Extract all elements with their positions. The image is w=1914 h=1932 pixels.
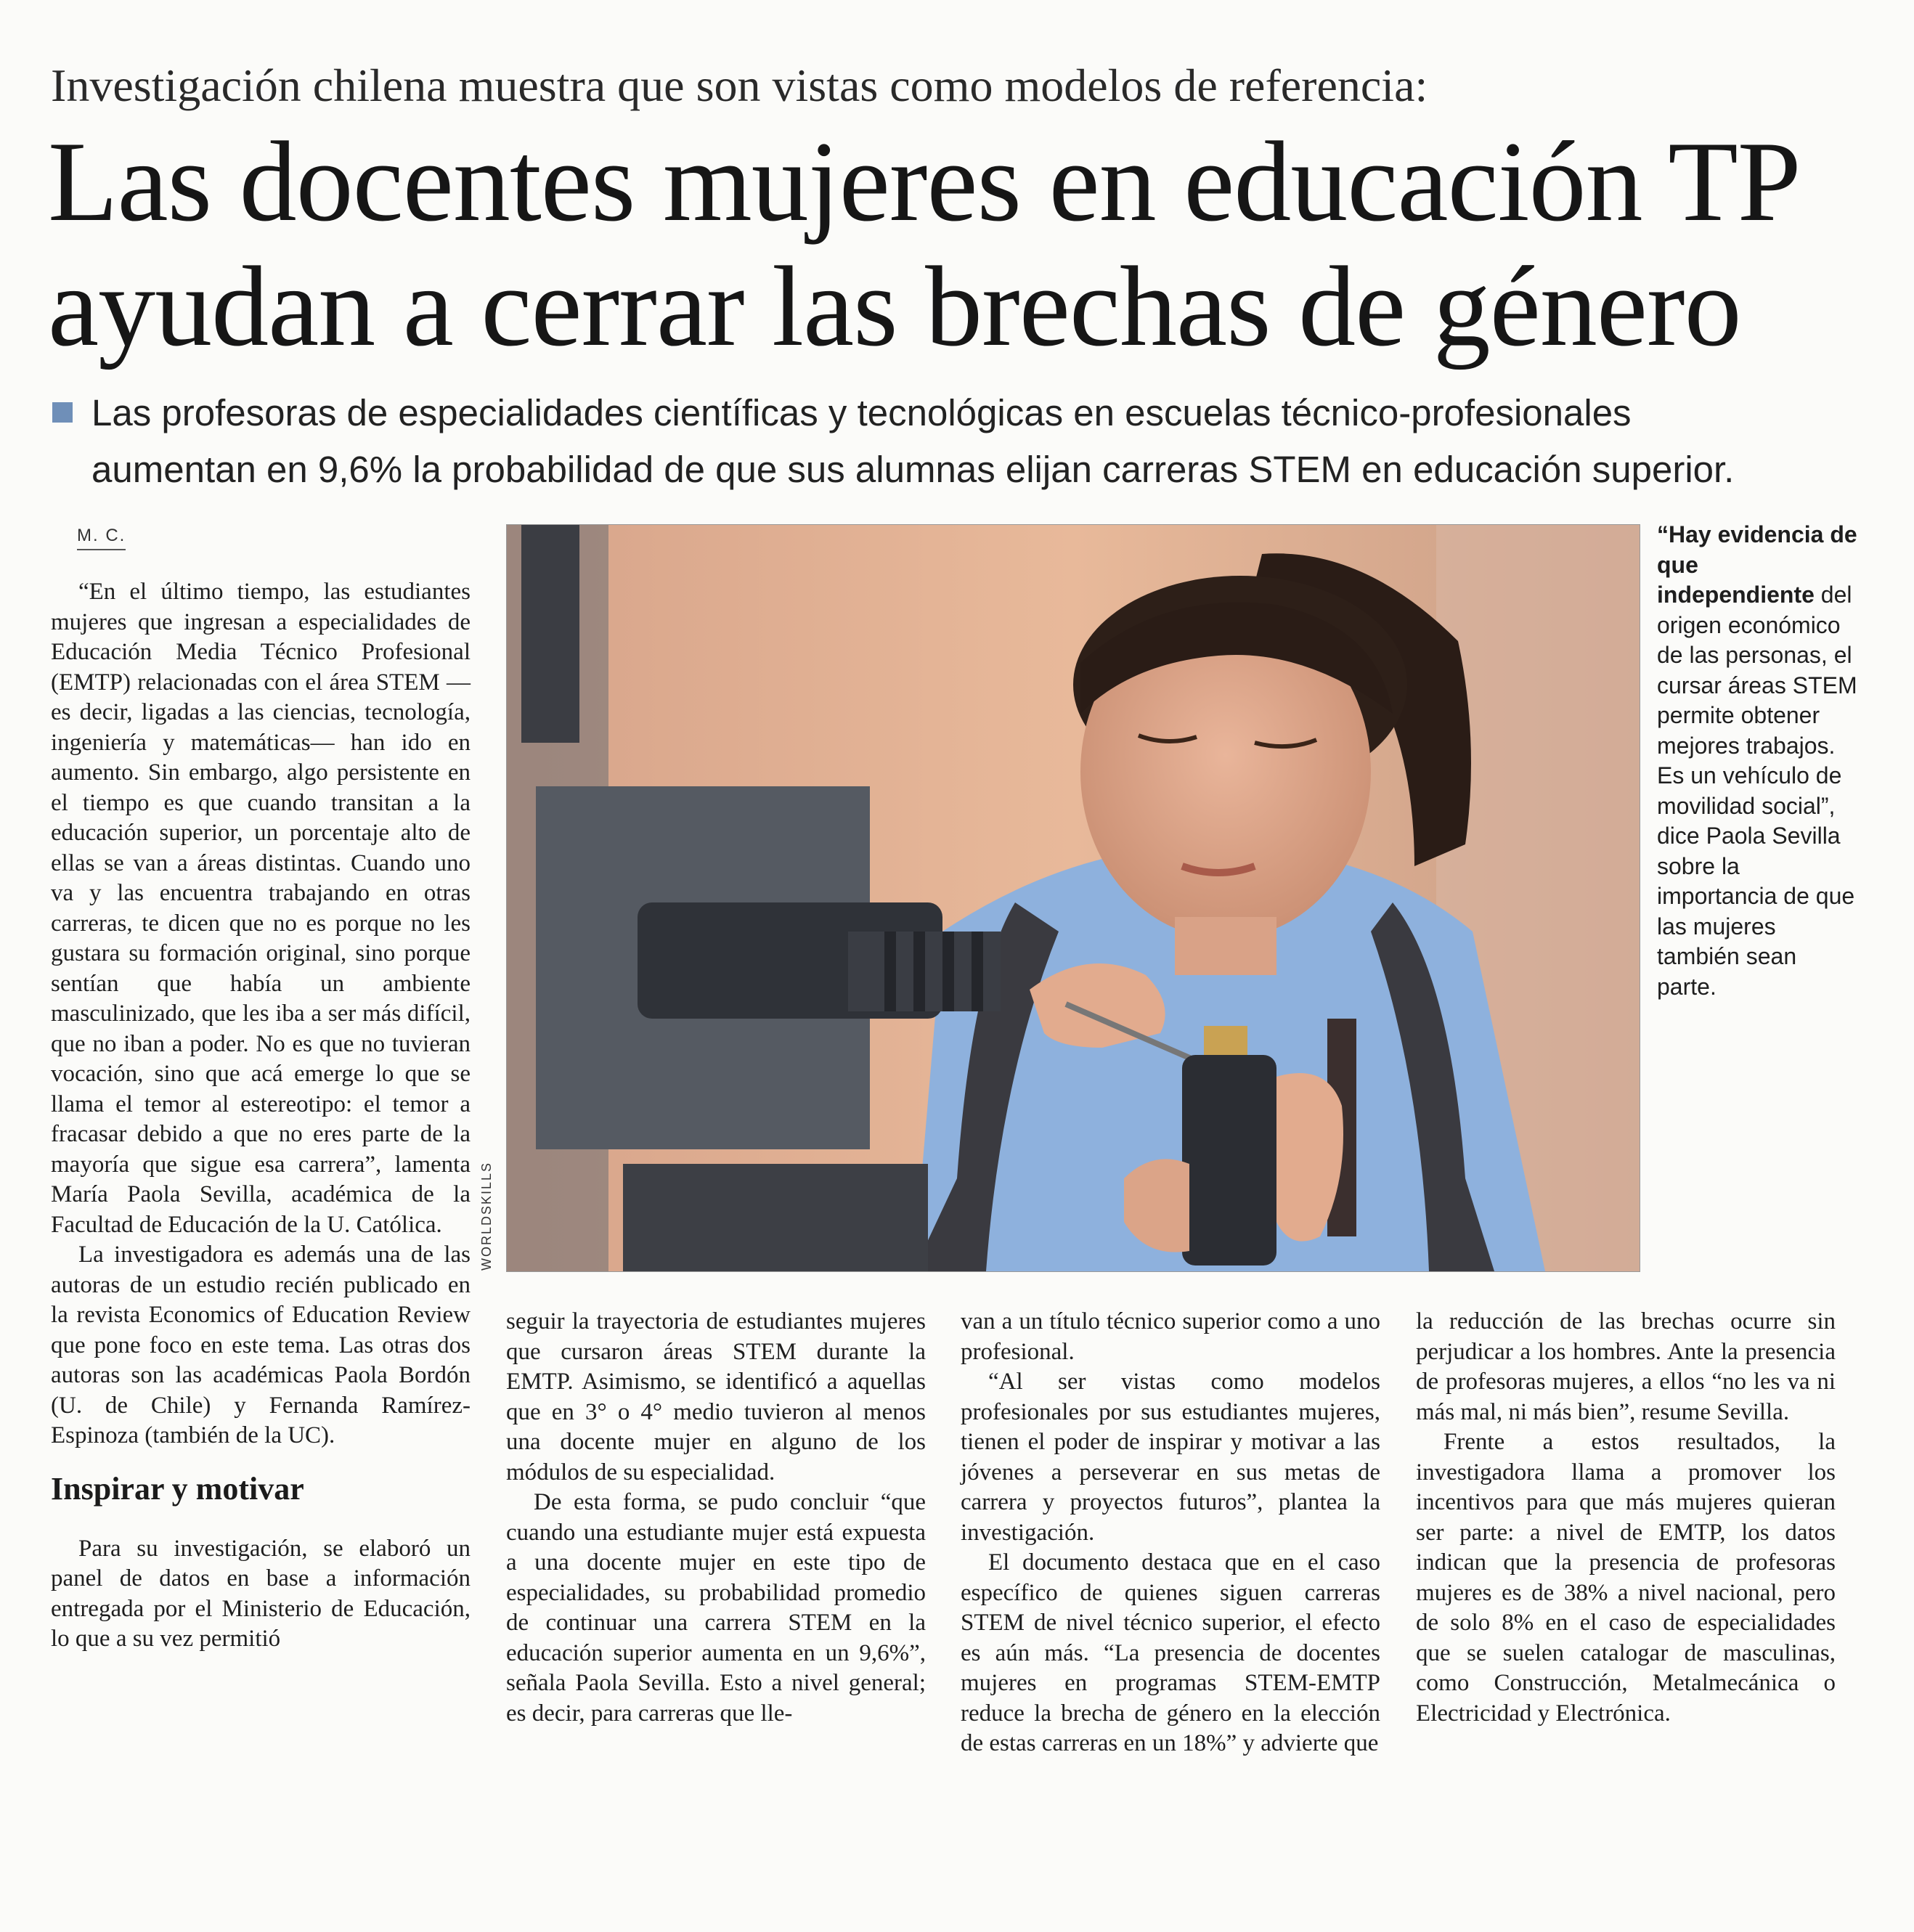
pull-quote (1657, 520, 1860, 1002)
paragraph: Frente a estos resultados, la investigadora llama a promover los incentivos para que más mujeres quieran ser parte: a nivel de EMTP, los datos indican que la presencia de profesoras mujeres es de 38% a nivel nacional, pero de solo 8% en el caso de especialidades que se suelen catalogar de masculinas, como Construcción, Metalmecánica o Electricidad y Electrónica. (1416, 1429, 1836, 1727)
headline (48, 120, 1878, 370)
paragraph: De esta forma, se pudo concluir “que cuando una estudiante mujer está expuesta a una docente mujer en este tipo de especialidades, su probabilidad promedio de continuar una carrera STEM en la educación superior aumenta en un 9,6%”, señala Paola Sevilla. Esto a nivel general; es decir, para carreras que lle- (506, 1489, 926, 1727)
kicker: Investigación chilena muestra que son vistas como modelos de referencia: (51, 60, 1428, 111)
deck-line-2: aumentan en 9,6% la probabilidad de que sus alumnas elijan carreras STEM en educación superior. (91, 449, 1735, 490)
paragraph: “Al ser vistas como modelos profesionales por sus estudiantes mujeres, tienen el poder de inspirar y motivar a las jóvenes a perseverar en sus metas de carrera y proyectos futuros”, plantea la investigación. (961, 1369, 1380, 1546)
paragraph: seguir la trayectoria de estudiantes mujeres que cursaron áreas STEM durante la EMTP. Asimismo, se identificó a aquellas que en 3° o 4° medio tuvieron al menos una docente mujer en alguno de los módulos de su especialidad. (506, 1308, 926, 1485)
deck-line-1: Las profesoras de especialidades científicas y tecnológicas en escuelas técnico-profesionales (91, 392, 1632, 433)
headline-line-2: ayudan a cerrar las brechas de género (48, 243, 1741, 370)
square-bullet-icon (52, 402, 73, 423)
article-column-3 (961, 1307, 1380, 1759)
paragraph: La investigadora es además una de las autoras de un estudio recién publicado en la revista Economics of Education Review que pone foco en este tema. Las otras dos autoras son las académicas Paola Bordón (U. de Chile) y Fernanda Ramírez-Espinoza (también de la UC). (51, 1242, 471, 1448)
deck (51, 385, 1888, 498)
pull-quote-text: del origen económico de las personas, el cursar áreas STEM permite obtener mejores trabajos. Es un vehículo de movilidad social”, dice Paola Sevilla sobre la importancia de que las mujeres también sean parte. (1657, 582, 1857, 1000)
byline: M. C. (77, 526, 126, 550)
student-microscope-photo (507, 525, 1640, 1271)
paragraph: “En el último tiempo, las estudiantes mujeres que ingresan a especialidades de Educación Media Técnico Profesional (EMTP) relacionadas con el área STEM —es decir, ligadas a las ciencias, tecnología, ingeniería y matemáticas— han ido en aumento. Sin embargo, algo persistente en el tiempo es que cuando transitan a la educación superior, un porcentaje alto de ellas se van a áreas distintas. Cuando uno va y las encuentra trabajando en otras carreras, te dicen que no es porque no les gustara su formación original, sino porque sentían que había un ambiente masculinizado, que les iba a ser más difícil, que no iban a poder. No es que no tuvieran vocación, sino que acá emerge lo que se llama el temor al estereotipo: el temor a fracasar debido a que no eres parte de la mayoría que sigue esa carrera”, lamenta María Paola Sevilla, académica de la Facultad de Educación de la U. Católica. (51, 579, 471, 1238)
article-column-4 (1416, 1307, 1836, 1729)
pull-quote-bold: “Hay evidencia de que independiente (1657, 521, 1857, 608)
article-photo (506, 524, 1640, 1272)
paragraph: la reducción de las brechas ocurre sin perjudicar a los hombres. Ante la presencia de profesoras mujeres, a ellos “no les va ni más mal, ni más bien”, resume Sevilla. (1416, 1308, 1836, 1425)
paragraph: El documento destaca que en el caso específico de quienes siguen carreras STEM de nivel técnico superior, el efecto es aún más. “La presencia de docentes mujeres en programas STEM-EMTP reduce la brecha de género en la elección de estas carreras en un 18%” y advierte que (961, 1549, 1380, 1756)
photo-credit: WORLDSKILLS (479, 1161, 494, 1271)
article-column-2 (506, 1307, 926, 1729)
paragraph: van a un título técnico superior como a uno profesional. (961, 1308, 1380, 1365)
headline-line-1: Las docentes mujeres en educación TP (48, 118, 1801, 245)
section-subhead: Inspirar y motivar (51, 1470, 304, 1507)
paragraph: Para su investigación, se elaboró un panel de datos en base a información entregada por el Ministerio de Educación, lo que a su vez permitió (51, 1535, 471, 1652)
article-column-1 (51, 577, 471, 1655)
